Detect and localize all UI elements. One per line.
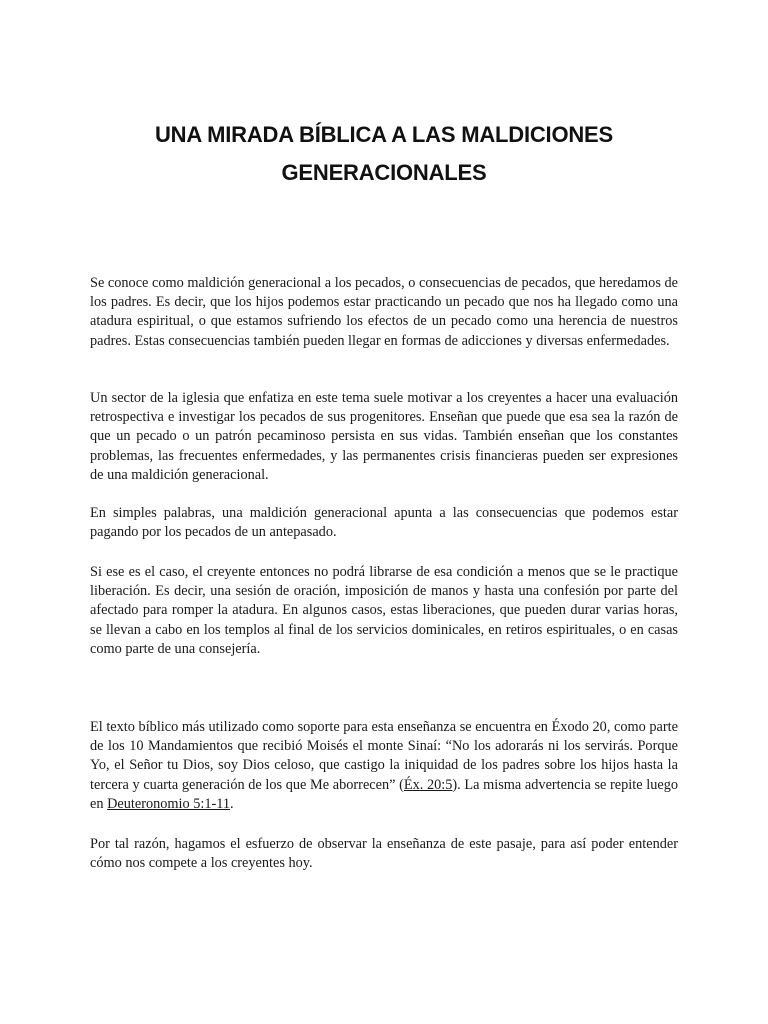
page-title [90,116,678,192]
paragraph-conclusion: Por tal razón, hagamos el esfuerzo de observar la enseñanza de este pasaje, para así poder entender cómo nos compete a los creyentes hoy. [90,836,678,872]
exodus-reference-link[interactable]: Éx. 20:5 [403,776,453,793]
title-line-1: UNA MIRADA BÍBLICA A LAS MALDICIONES [154,122,614,147]
paragraph-deliverance: Si ese es el caso, el creyente entonces no podrá librarse de esa condición a menos que se le practique liberación. Es decir, una sesión de oración, imposición de manos y hasta una confesión por parte del afectado para romper la atadura. En algunos casos, estas liberaciones, que pueden durar varias horas, se llevan a cabo en los templos al final de los servicios dominicales, en retiros espirituales, o en casas como parte de una consejería. [90,564,678,657]
paragraph-biblical-text [90,718,678,814]
biblical-text-part-2: ). La misma advertencia se repite luego en [90,776,678,812]
paragraph-summary: En simples palabras, una maldición generacional apunta a las consecuencias que podemos estar pagando por los pecados de un antepasado. [90,505,678,541]
paragraph-church-teaching: Un sector de la iglesia que enfatiza en este tema suele motivar a los creyentes a hacer una evaluación retrospectiva e investigar los pecados de sus progenitores. Enseñan que puede que esa sea la razón de que un pecado o un patrón pecaminoso persista en sus vidas. También enseñan que los constantes problemas, las frecuentes enfermedades, y las permanentes crisis financieras pueden ser expresiones de una maldición generacional. [90,390,678,483]
biblical-text-part-3: . [230,795,234,812]
paragraph-definition: Se conoce como maldición generacional a los pecados, o consecuencias de pecados, que heredamos de los padres. Es decir, que los hijos podemos estar practicando un pecado que nos ha llegado como una atadura espiritual, o que estamos sufriendo los efectos de un pecado como una herencia de nuestros padres. Estas consecuencias también pueden llegar en formas de adicciones y diversas enfermedades. [90,275,678,349]
biblical-text-part-1: El texto bíblico más utilizado como soporte para esta enseñanza se encuentra en Éxodo 20, como parte de los 10 Mandamientos que recibió Moisés el monte Sinaí: “No los adorarás ni los servirás. Porque Yo, el Señor tu Dios, soy Dios celoso, que castigo la iniquidad de los padres sobre los hijos hasta la tercera y cuarta generación de los que Me aborrecen” ( [90,719,678,793]
deuteronomy-reference-link[interactable]: Deuteronomio 5:1-11 [107,795,231,812]
title-line-2: GENERACIONALES [281,160,487,185]
